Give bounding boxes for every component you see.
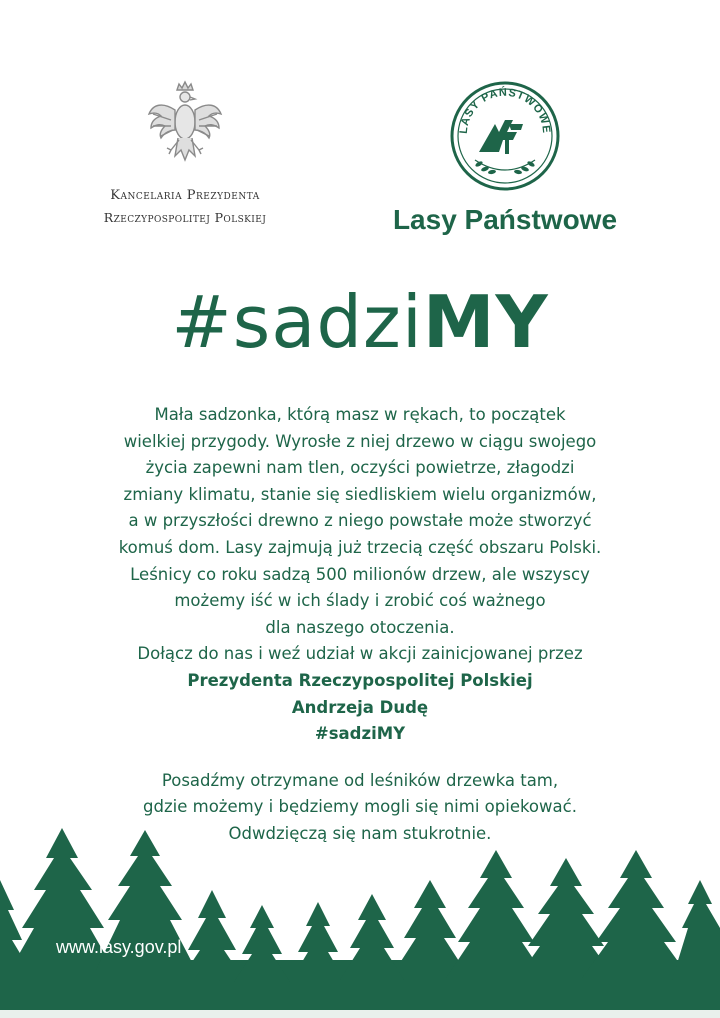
body-line: wielkiej przygody. Wyrosłe z niej drzewo w ciągu swojego [123, 431, 597, 451]
lp-ring-text: LASY PAŃSTWOWE [457, 86, 553, 135]
closing-line: gdzie możemy i będziemy mogli się nimi opiekować. [143, 797, 577, 817]
body-line: możemy iść w ich ślady i zrobić coś ważnego [174, 591, 546, 611]
body-line: a w przyszłości drewno z niego powstałe może stworzyć [128, 511, 592, 531]
kancelaria-line-1: Kancelaria Prezydenta [110, 188, 260, 203]
hashtag-inline: #sadziMY [314, 724, 406, 744]
body-line: Mała sadzonka, którą masz w rękach, to początek [154, 405, 566, 424]
body-text [40, 402, 680, 848]
website-url[interactable]: www.lasy.gov.pl [56, 937, 182, 957]
hashtag-title [0, 280, 720, 364]
body-line: życia zapewni nam tlen, oczyści powietrze, złagodzi [145, 458, 575, 478]
closing-line: Posadźmy otrzymane od leśników drzewka tam, [161, 770, 559, 790]
body-line: dla naszego otoczenia. [265, 617, 455, 637]
hashtag-bold: MY [422, 280, 549, 364]
kancelaria-line-2: Rzeczypospolitej Polskiej [103, 210, 267, 225]
kancelaria-block [60, 80, 310, 229]
body-line: Leśnicy co roku sadzą 500 milionów drzew, ale wszyscy [130, 564, 590, 584]
kancelaria-name [60, 185, 310, 229]
body-line: Dołącz do nas i weź udział w akcji zainicjowanej przez [137, 644, 583, 664]
polish-eagle-icon [145, 80, 225, 175]
forest-silhouette [0, 810, 720, 1018]
closing-line: Odwdzięczą się nam stukrotnie. [228, 823, 492, 843]
president-title: Prezydenta Rzeczypospolitej Polskiej [187, 670, 533, 690]
brand-name: Lasy Państwowe [392, 204, 618, 235]
hashtag-prefix: #sadzi [171, 280, 423, 364]
body-line: komuś dom. Lasy zajmują już trzecią część obszaru Polski. [118, 537, 602, 557]
president-name: Andrzeja Dudę [291, 697, 429, 717]
lasy-panstwowe-block [355, 80, 655, 236]
body-line: zmiany klimatu, stanie się siedliskiem wielu organizmów, [123, 484, 597, 504]
lasy-panstwowe-logo-icon [449, 80, 561, 192]
